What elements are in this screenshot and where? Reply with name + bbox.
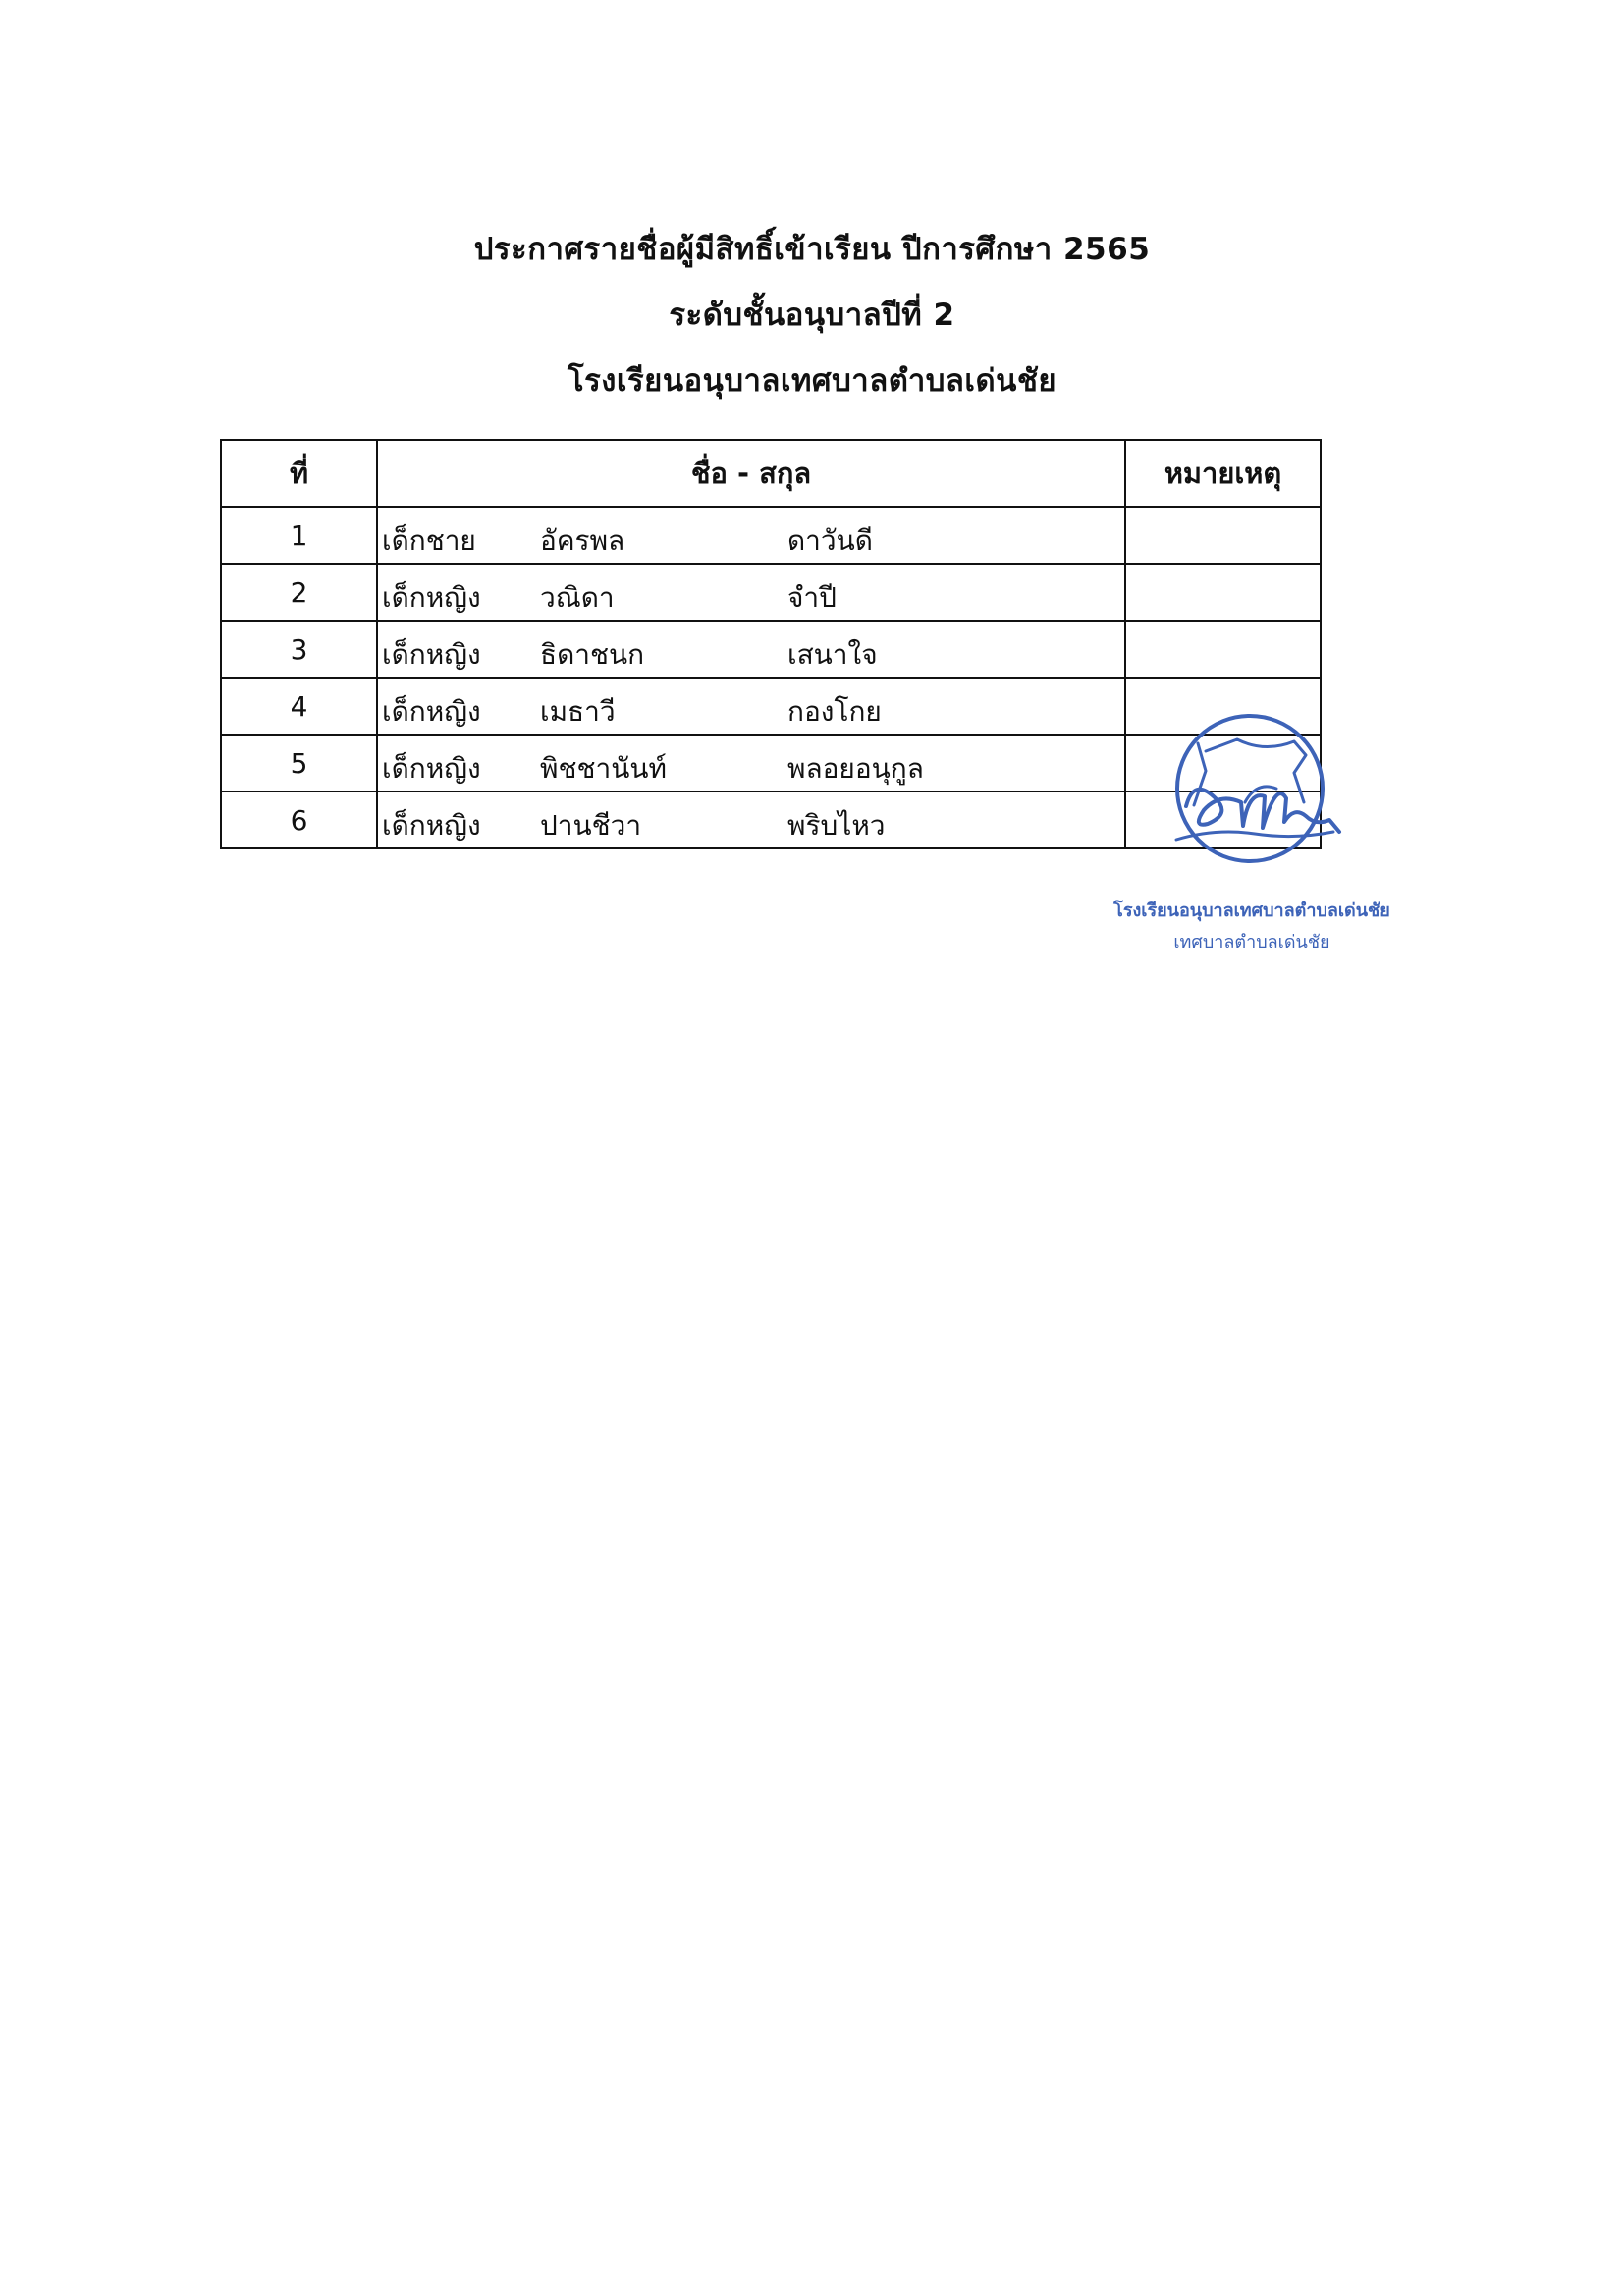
student-name-cell	[377, 564, 1125, 621]
first-name: พิชชานันท์	[540, 752, 667, 785]
last-name: กองโกย	[787, 695, 882, 728]
table-row	[221, 621, 1321, 678]
last-name: พลอยอนุกูล	[787, 752, 924, 785]
table-row	[221, 564, 1321, 621]
stamp-school-name: โรงเรียนอนุบาลเทศบาลตำบลเด่นชัย	[1113, 901, 1390, 921]
name-prefix: เด็กชาย	[382, 524, 476, 557]
first-name: เมธาวี	[540, 695, 616, 728]
column-header-no: ที่	[221, 440, 377, 507]
table-row	[221, 507, 1321, 564]
row-number: 5	[221, 735, 377, 792]
column-header-note: หมายเหตุ	[1125, 440, 1321, 507]
table-header-row	[221, 440, 1321, 507]
last-name: เสนาใจ	[787, 638, 878, 671]
name-prefix: เด็กหญิง	[382, 752, 481, 785]
row-number: 1	[221, 507, 377, 564]
column-header-name: ชื่อ - สกุล	[377, 440, 1125, 507]
note-cell	[1125, 621, 1321, 678]
student-name-cell	[377, 735, 1125, 792]
name-prefix: เด็กหญิง	[382, 809, 481, 842]
note-cell	[1125, 564, 1321, 621]
student-name-cell	[377, 792, 1125, 848]
last-name: ดาวันดี	[787, 524, 873, 557]
first-name: วณิดา	[540, 581, 615, 614]
stamp-municipality-name: เทศบาลตำบลเด่นชัย	[1173, 932, 1330, 953]
first-name: ธิดาชนก	[540, 638, 645, 671]
name-prefix: เด็กหญิง	[382, 581, 481, 614]
first-name: ปานชีวา	[540, 809, 642, 842]
note-cell	[1125, 507, 1321, 564]
row-number: 4	[221, 678, 377, 735]
name-prefix: เด็กหญิง	[382, 638, 481, 671]
last-name: จำปี	[787, 581, 837, 614]
last-name: พริบไหว	[787, 809, 886, 842]
row-number: 3	[221, 621, 377, 678]
school-title: โรงเรียนอนุบาลเทศบาลตำบลเด่นชัย	[567, 363, 1057, 399]
student-name-cell	[377, 507, 1125, 564]
name-prefix: เด็กหญิง	[382, 695, 481, 728]
student-name-cell	[377, 621, 1125, 678]
announcement-title: ประกาศรายชื่อผู้มีสิทธิ์เข้าเรียน ปีการศึกษา 2565	[473, 232, 1151, 267]
level-title: ระดับชั้นอนุบาลปีที่ 2	[669, 298, 955, 333]
row-number: 2	[221, 564, 377, 621]
student-name-cell	[377, 678, 1125, 735]
row-number: 6	[221, 792, 377, 848]
first-name: อัครพล	[540, 524, 625, 557]
official-seal-signature-icon	[1147, 712, 1363, 865]
